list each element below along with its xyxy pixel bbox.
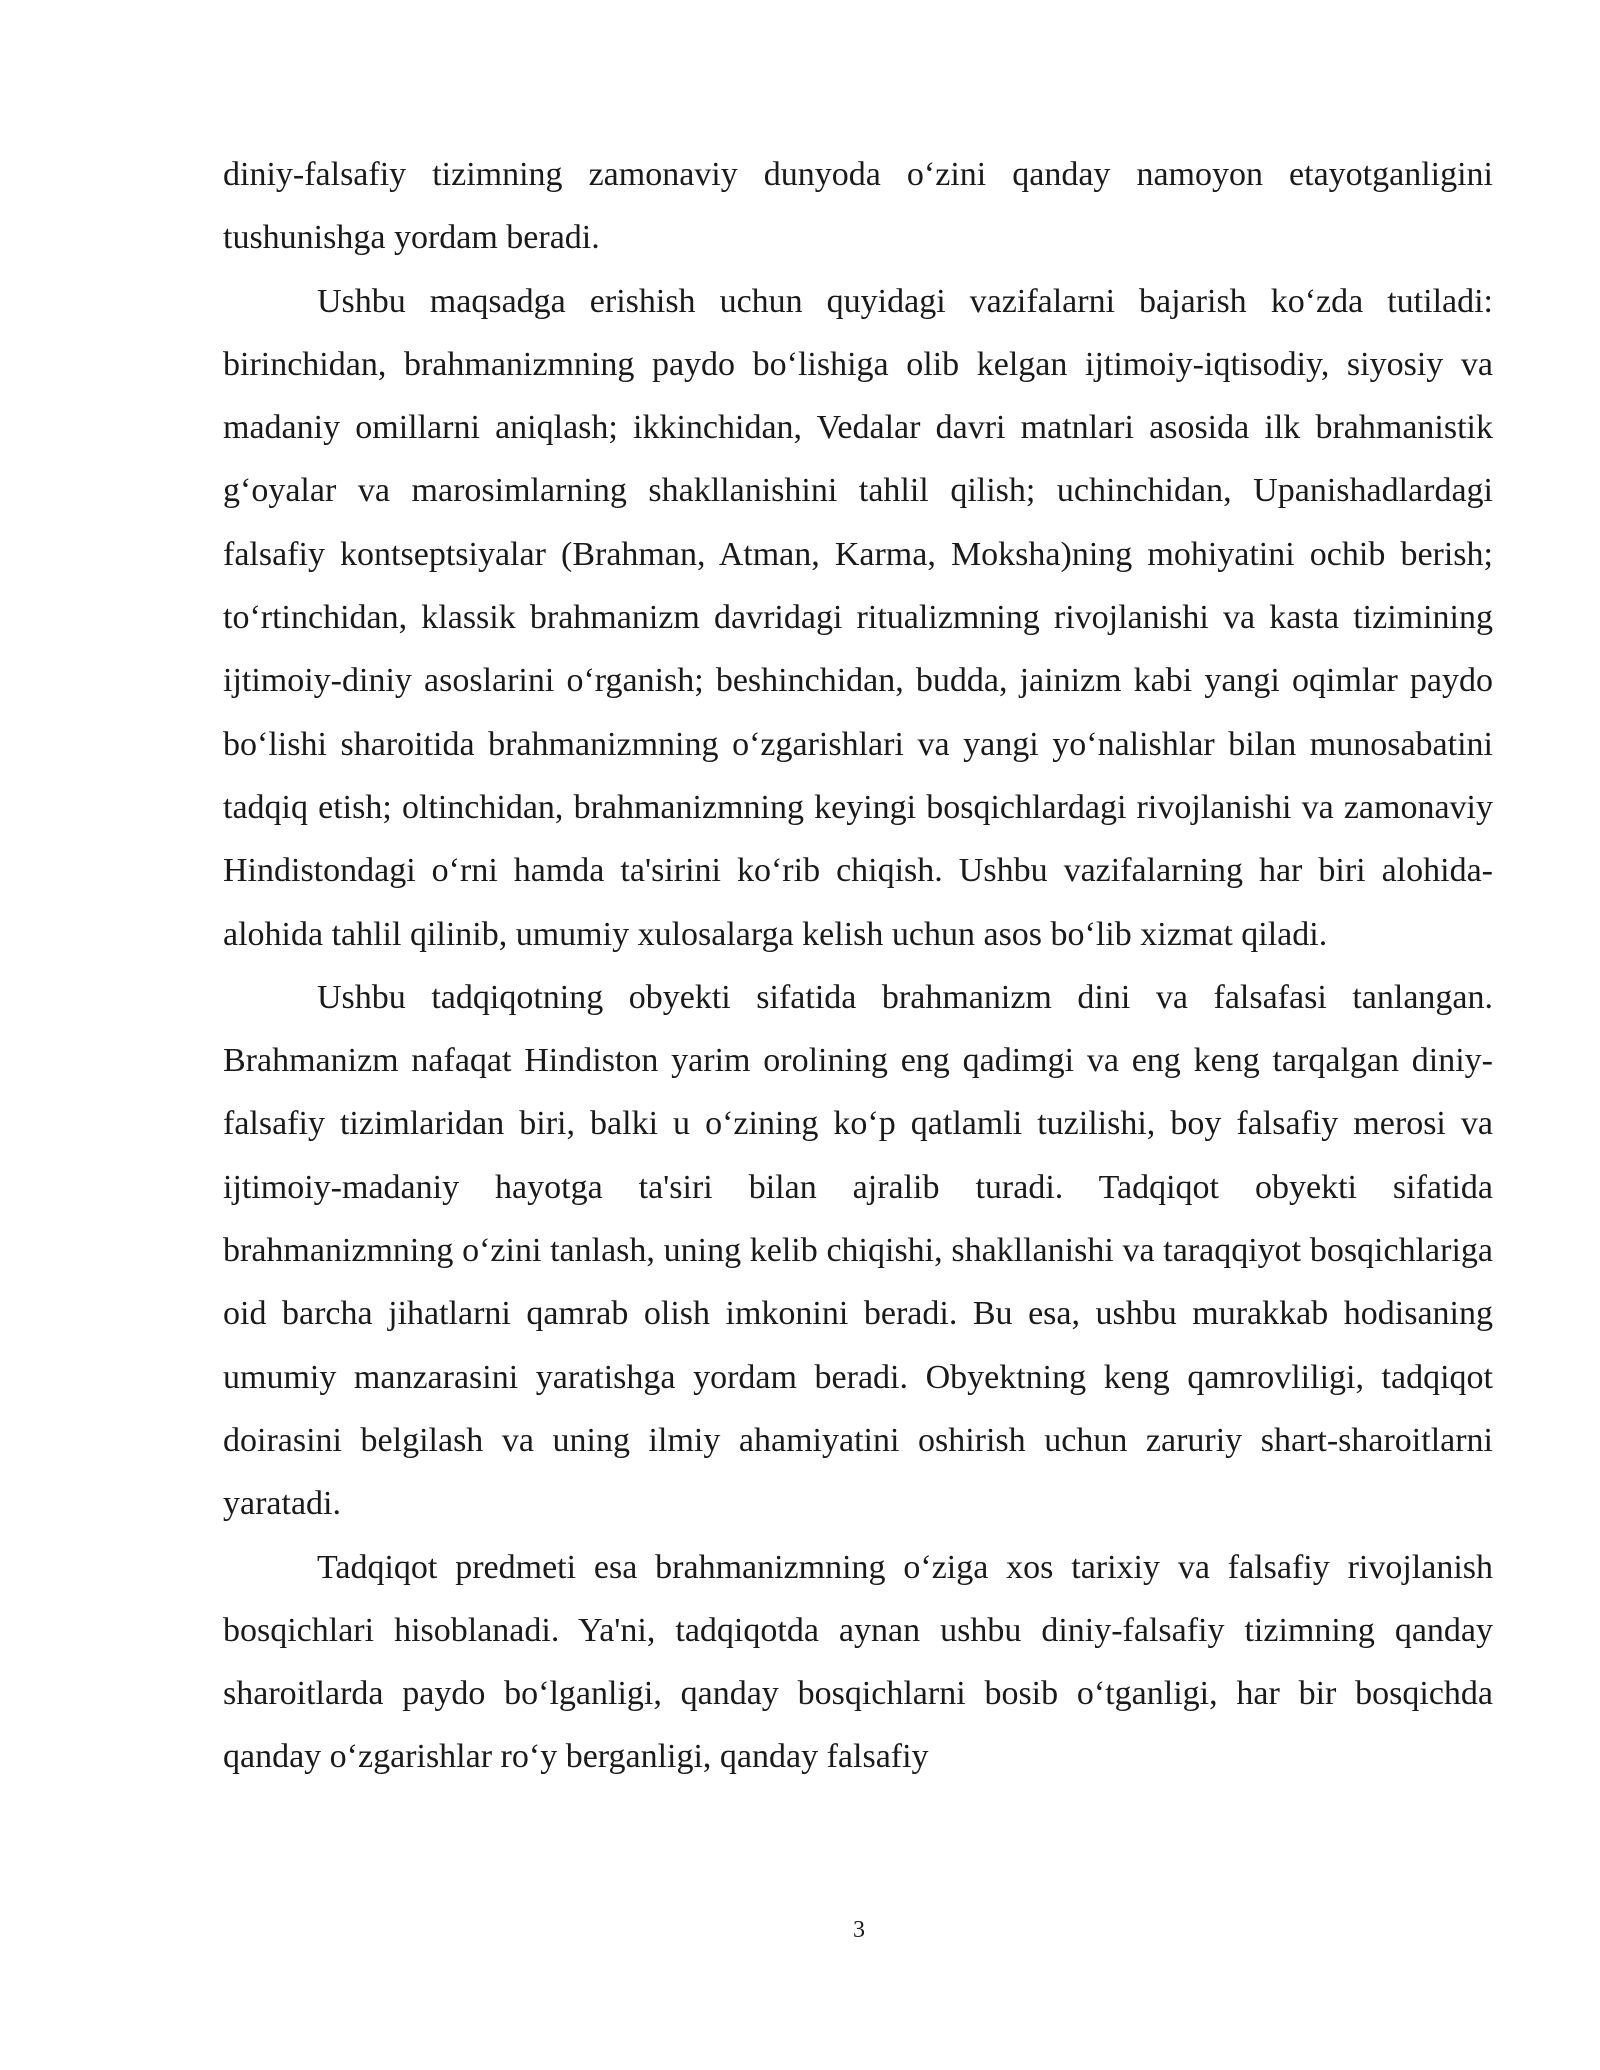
body-text <box>223 143 1493 1789</box>
page-number: 3 <box>853 1917 865 1943</box>
paragraph-continuation: diniy-falsafiy tizimning zamonaviy dunyoda o‘zini qanday namoyon etayotganligini tushunishga yordam beradi. <box>223 156 1493 257</box>
paragraph-tasks: Ushbu maqsadga erishish uchun quyidagi vazifalarni bajarish ko‘zda tutiladi: birinchidan, brahmanizmning paydo bo‘lishiga olib kelgan ijtimoiy-iqtisodiy, siyosiy va madaniy omillarni aniqlash; ikkinchidan, Vedalar davri matnlari asosida ilk brahmanistik g‘oyalar va marosimlarning shakllanishini tahlil qilish; uchinchidan, Upanishadlardagi falsafiy kontseptsiyalar (Brahman, Atman, Karma, Moksha)ning mohiyatini ochib berish; to‘rtinchidan, klassik brahmanizm davridagi ritualizmning rivojlanishi va kasta tizimining ijtimoiy-diniy asoslarini o‘rganish; beshinchidan, budda, jainizm kabi yangi oqimlar paydo bo‘lishi sharoitida brahmanizmning o‘zgarishlari va yangi yo‘nalishlar bilan munosabatini tadqiq etish; oltinchidan, brahmanizmning keyingi bosqichlardagi rivojlanishi va zamonaviy Hindistondagi o‘rni hamda ta'sirini ko‘rib chiqish. Ushbu vazifalarning har biri alohida-alohida tahlil qilinib, umumiy xulosalarga kelish uchun asos bo‘lib xizmat qiladi. <box>223 282 1493 953</box>
paragraph-research-object: Ushbu tadqiqotning obyekti sifatida brahmanizm dini va falsafasi tanlangan. Brahmanizm nafaqat Hindiston yarim orolining eng qadimgi va eng keng tarqalgan diniy-falsafiy tizimlaridan biri, balki u o‘zining ko‘p qatlamli tuzilishi, boy falsafiy merosi va ijtimoiy-madaniy hayotga ta'siri bilan ajralib turadi. Tadqiqot obyekti sifatida brahmanizmning o‘zini tanlash, uning kelib chiqishi, shakllanishi va taraqqiyot bosqichlariga oid barcha jihatlarni qamrab olish imkonini beradi. Bu esa, ushbu murakkab hodisaning umumiy manzarasini yaratishga yordam beradi. Obyektning keng qamrovliligi, tadqiqot doirasini belgilash va uning ilmiy ahamiyatini oshirish uchun zaruriy shart-sharoitlarni yaratadi. <box>223 978 1493 1523</box>
paragraph-research-subject: Tadqiqot predmeti esa brahmanizmning o‘ziga xos tarixiy va falsafiy rivojlanish bosqichlari hisoblanadi. Ya'ni, tadqiqotda aynan ushbu diniy-falsafiy tizimning qanday sharoitlarda paydo bo‘lganligi, qanday bosqichlarni bosib o‘tganligi, har bir bosqichda qanday o‘zgarishlar ro‘y berganligi, qanday falsafiy <box>223 1548 1493 1776</box>
